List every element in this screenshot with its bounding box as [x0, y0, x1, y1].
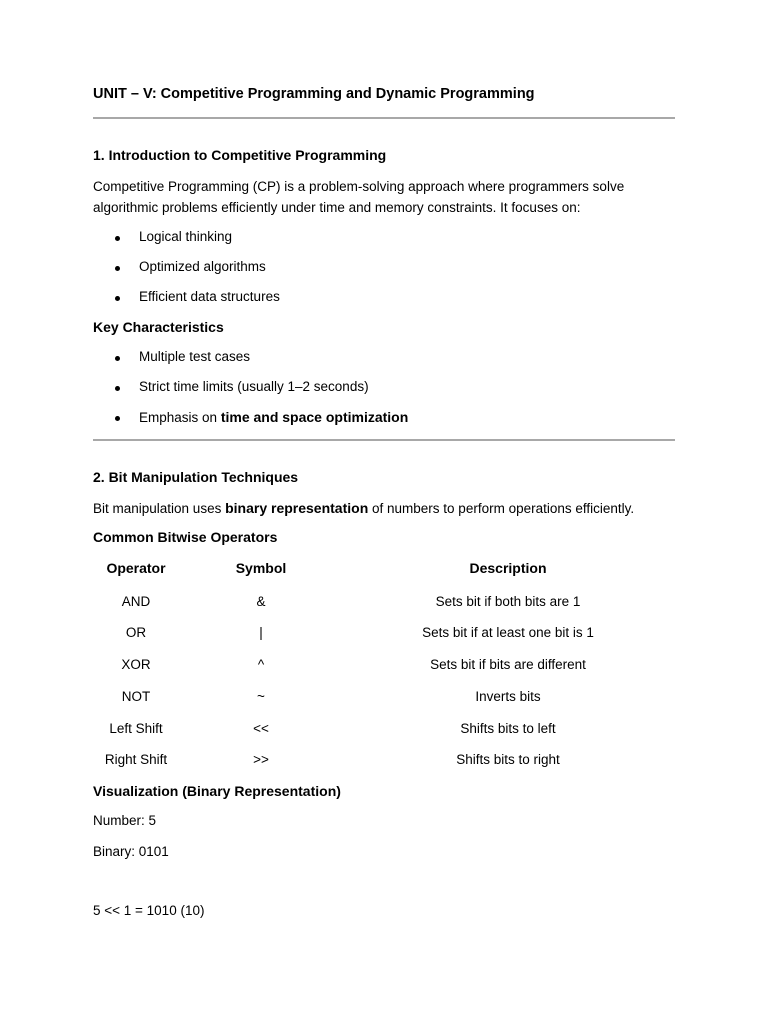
bullet-icon	[115, 266, 120, 271]
table-cell-description: Sets bit if bits are different	[430, 657, 586, 672]
bullet-icon	[115, 386, 120, 391]
horizontal-rule	[93, 439, 675, 441]
list-item-prefix: Emphasis on	[139, 410, 218, 425]
table-cell-symbol: ~	[257, 689, 265, 704]
table-cell-symbol: &	[256, 594, 266, 609]
list-item-text: Strict time limits (usually 1–2 seconds)	[139, 379, 369, 394]
table-cell-operator: NOT	[121, 689, 151, 704]
table-cell-symbol: >>	[253, 752, 269, 767]
number-line: Number: 5	[93, 813, 157, 828]
intro-line-1: Competitive Programming (CP) is a problem-solving approach where programmers solve	[93, 179, 625, 194]
bitwise-operators-heading: Common Bitwise Operators	[93, 529, 278, 545]
intro-suffix: of numbers to perform operations efficiently.	[372, 501, 635, 516]
section-2-intro	[93, 500, 634, 516]
table-header-symbol: Symbol	[235, 560, 287, 576]
table-cell-description: Inverts bits	[475, 689, 541, 704]
visualization-heading: Visualization (Binary Representation)	[93, 783, 341, 799]
table-header-operator: Operator	[106, 560, 166, 576]
key-characteristics-heading: Key Characteristics	[93, 319, 224, 335]
table-cell-description: Sets bit if both bits are 1	[435, 594, 581, 609]
bullet-icon	[115, 296, 120, 301]
binary-line: Binary: 0101	[93, 844, 169, 859]
table-cell-operator: Left Shift	[109, 721, 163, 736]
table-cell-operator: AND	[121, 594, 151, 609]
page-title: UNIT – V: Competitive Programming and Dynamic Programming	[93, 86, 535, 102]
list-item-text	[139, 409, 408, 425]
table-cell-operator: OR	[125, 625, 147, 640]
list-item-text: Logical thinking	[139, 229, 233, 244]
table-cell-description: Shifts bits to left	[460, 721, 556, 736]
table-cell-operator: Right Shift	[104, 752, 168, 767]
list-item-text: Efficient data structures	[139, 289, 280, 304]
intro-line-2: algorithmic problems efficiently under time and memory constraints. It focuses on:	[93, 200, 581, 215]
section-1-intro	[93, 176, 675, 218]
list-item-text: Optimized algorithms	[139, 259, 266, 274]
section-1-heading: 1. Introduction to Competitive Programming	[93, 147, 387, 163]
section-2-heading: 2. Bit Manipulation Techniques	[93, 469, 299, 485]
horizontal-rule	[93, 117, 675, 119]
intro-emphasis: binary representation	[225, 500, 369, 516]
shift-example-line: 5 << 1 = 1010 (10)	[93, 903, 205, 918]
intro-prefix: Bit manipulation uses	[93, 501, 222, 516]
list-item-emphasis: time and space optimization	[220, 409, 409, 425]
table-header-description: Description	[469, 560, 547, 576]
table-cell-description: Sets bit if at least one bit is 1	[422, 625, 594, 640]
table-cell-symbol: ^	[257, 657, 265, 672]
table-cell-description: Shifts bits to right	[456, 752, 560, 767]
bullet-icon	[115, 416, 120, 421]
bullet-icon	[115, 236, 120, 241]
table-cell-symbol: |	[259, 625, 263, 640]
table-cell-operator: XOR	[121, 657, 151, 672]
table-cell-symbol: <<	[253, 721, 269, 736]
list-item-text: Multiple test cases	[139, 349, 251, 364]
bullet-icon	[115, 356, 120, 361]
